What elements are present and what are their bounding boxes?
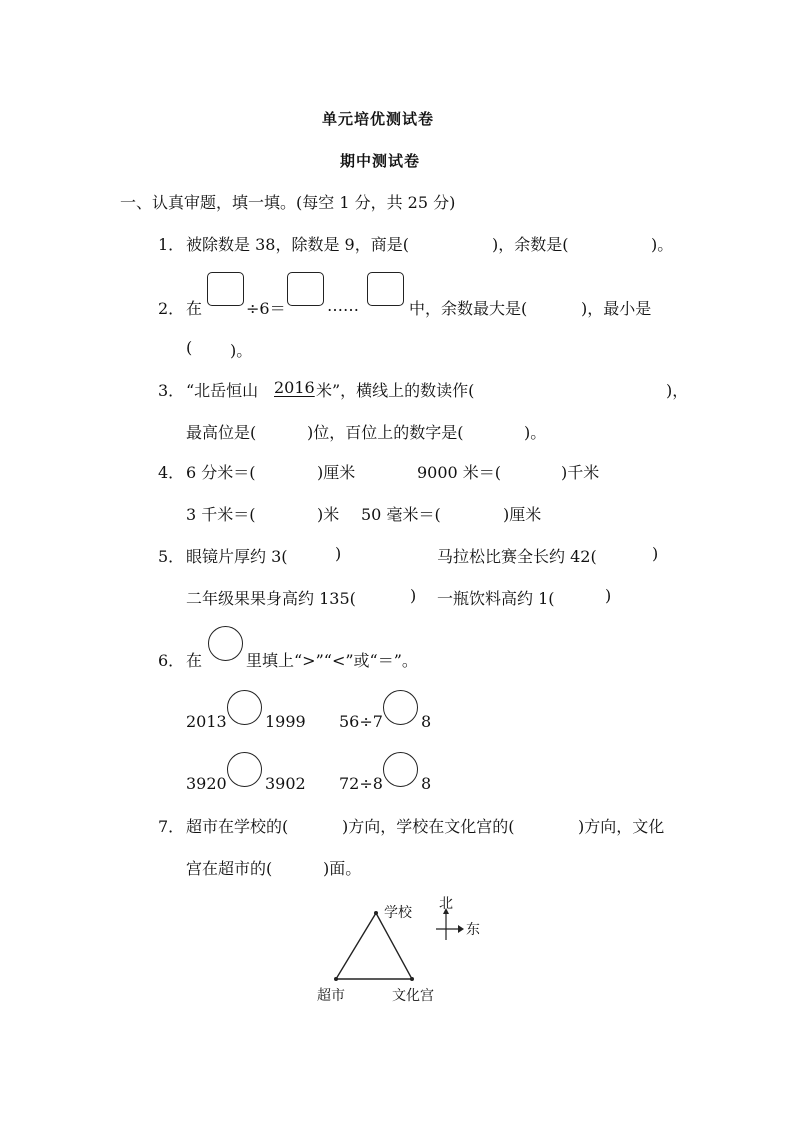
q4-c-end: )米 [317,505,340,524]
q7-text-b: )方向，学校在文化宫的( [342,817,515,836]
q5-number: 5． [158,547,185,566]
q5-a-start: 眼镜片厚约 3( [186,547,288,566]
q4-d-end: )厘米 [503,505,542,524]
q5-a-end: ) [335,544,342,563]
q2-text-a: 在 [186,299,203,318]
q1-text-end: )。 [651,235,674,254]
question-6 [158,626,758,806]
q6-r2c-right: 8 [421,774,432,793]
compass-north-label: 北 [439,896,453,912]
question-1 [158,232,758,254]
compare-circle-3[interactable] [227,752,262,787]
q5-c-end: ) [410,586,417,605]
q7-number: 7． [158,817,185,836]
compare-circle-4[interactable] [383,752,418,787]
q1-number: 1． [158,235,185,254]
q2-text-c: …… [327,296,359,315]
q2-text-b: ÷6＝ [246,299,286,318]
q2-number: 2． [158,299,185,318]
header-title: 单元培优测试卷 [322,110,435,128]
q6-r1c-right: 8 [421,712,432,731]
compare-circle-2[interactable] [383,690,418,725]
q2-text-g: )。 [230,341,253,360]
section-heading: 一、认真审题，填一填。(每空 1 分，共 25 分) [120,193,456,212]
q5-d-end: ) [605,586,612,605]
q6-r1c-left: 56÷7 [339,712,383,731]
q6-r1-left: 2013 [186,712,227,731]
q2-text-f: ( [186,338,193,357]
compass-east-label: 东 [466,922,480,938]
q4-d-start: 50 毫米＝( [361,505,441,524]
palace-label: 文化宫 [392,988,434,1004]
location-diagram [300,890,500,1010]
q6-r2c-left: 72÷8 [339,774,383,793]
compass-east-arrow [458,925,464,933]
q3-text-e: 最高位是( [186,423,257,442]
school-point [374,911,378,915]
triangle [336,913,412,979]
q4-c-start: 3 千米＝( [186,505,256,524]
question-2 [158,272,758,362]
q4-number: 4． [158,463,185,482]
palace-point [410,977,414,981]
q1-text: 被除数是 38，除数是 9，商是( [186,235,409,254]
q3-text-c: 米”，横线上的数读作( [316,381,475,400]
q3-number: 3． [158,381,185,400]
q5-c-start: 二年级果果身高约 135( [186,589,356,608]
q6-text-b: 里填上“>”“<”或“＝”。 [246,651,418,670]
school-label: 学校 [384,905,412,921]
dividend-box[interactable] [207,272,244,306]
q4-a-start: 6 分米＝( [186,463,256,482]
q5-b-start: 马拉松比赛全长约 42( [437,547,597,566]
question-4 [158,460,758,530]
question-5 [158,544,758,614]
q3-underlined-number: 2016 [274,378,315,397]
q3-text-f: )位，百位上的数字是( [307,423,464,442]
q6-number: 6． [158,651,185,670]
q6-r2-right: 3902 [265,774,306,793]
q3-text-d: )， [666,381,689,400]
q3-text-a: “北岳恒山 [186,381,259,400]
q4-b-start: 9000 米＝( [417,463,502,482]
q6-r2-left: 3920 [186,774,227,793]
compare-circle-1[interactable] [227,690,262,725]
q5-b-end: ) [652,544,659,563]
q1-text-mid: )，余数是( [492,235,569,254]
question-3 [158,378,758,448]
market-label: 超市 [317,988,345,1004]
remainder-box[interactable] [367,272,404,306]
q2-text-e: )，最小是 [581,299,652,318]
q4-b-end: )千米 [561,463,600,482]
q5-d-start: 一瓶饮料高约 1( [437,589,555,608]
question-7 [158,814,758,884]
q7-text-a: 超市在学校的( [186,817,289,836]
exam-title: 期中测试卷 [340,152,421,170]
q7-text-d: 宫在超市的( [186,859,273,878]
quotient-box[interactable] [287,272,324,306]
q6-text-a: 在 [186,651,203,670]
q3-text-g: )。 [524,423,547,442]
q6-r1-right: 1999 [265,712,306,731]
q7-text-e: )面。 [323,859,362,878]
q4-a-end: )厘米 [317,463,356,482]
market-point [334,977,338,981]
q7-text-c: )方向，文化 [578,817,665,836]
example-circle [208,626,243,661]
q2-text-d: 中，余数最大是( [409,299,528,318]
